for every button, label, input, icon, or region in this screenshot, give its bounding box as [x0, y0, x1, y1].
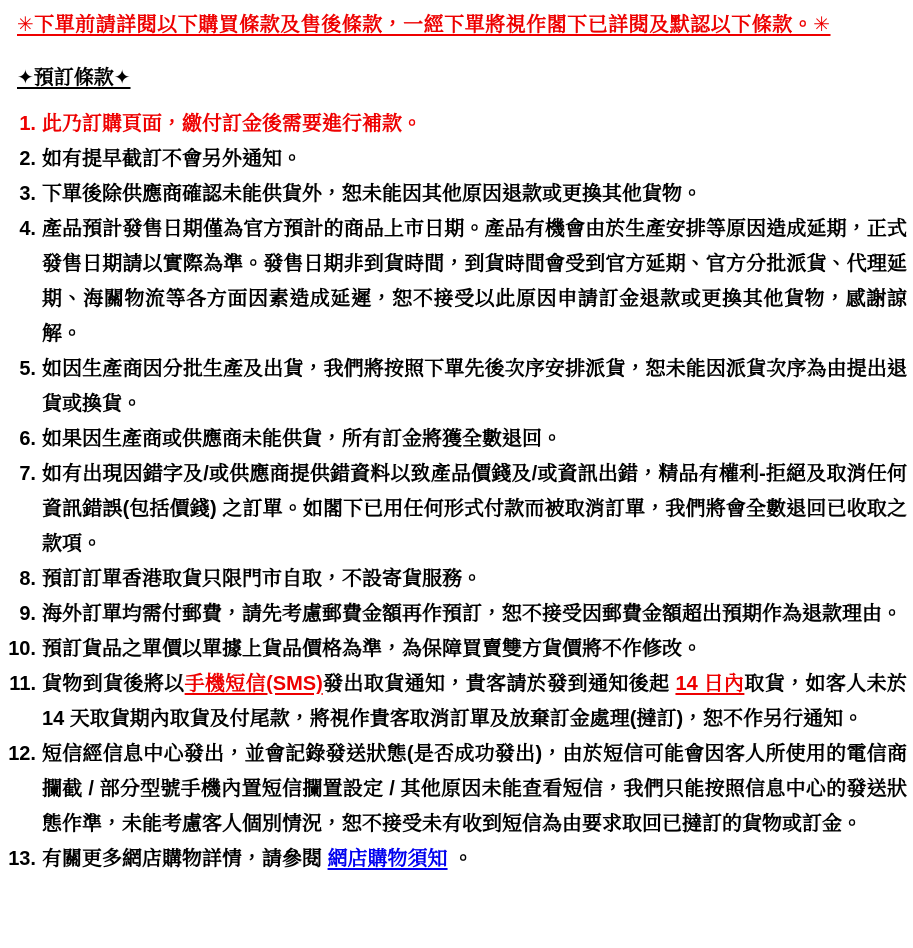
term-text-segment: 如因生產商因分批生產及出貨，我們將按照下單先後次序安排派貨，恕未能因派貨次序為由提出退貨或換貨。 [42, 358, 907, 415]
term-number: 11. [9, 673, 36, 695]
term-text [42, 737, 907, 842]
term-item [8, 142, 907, 177]
term-text-segment: 如有提早截訂不會另外通知。 [42, 148, 302, 170]
term-text-segment: 發出取貨通知，貴客請於發到通知後起 [322, 673, 676, 695]
term-text-segment: 預訂貨品之單價以單據上貨品價格為準，為保障買賣雙方貨價將不作修改。 [42, 638, 702, 660]
section-title-pre-order-terms: ✦預訂條款✦ [17, 67, 131, 89]
term-number: 12. [8, 743, 36, 765]
term-item [8, 667, 907, 737]
term-text [42, 107, 907, 142]
term-text [42, 352, 907, 422]
term-text [42, 177, 907, 212]
sms-emphasis: 手機短信(SMS) [184, 673, 323, 695]
term-text-segment: 下單後除供應商確認未能供貨外，恕未能因其他原因退款或更換其他貨物。 [42, 183, 702, 205]
store-guide-link[interactable]: 網店購物須知 [327, 848, 448, 870]
term-item [8, 352, 907, 422]
term-item [8, 842, 907, 877]
term-text-segment: 貨物到貨後將以 [42, 673, 185, 695]
term-number: 7. [19, 463, 36, 485]
term-item [8, 177, 907, 212]
term-number: 8. [19, 568, 36, 590]
term-item [8, 422, 907, 457]
term-text [42, 457, 907, 562]
term-text [42, 212, 907, 352]
term-text-segment: 海外訂單均需付郵費，請先考慮郵費金額再作預訂，恕不接受因郵費金額超出預期作為退款理由。 [42, 603, 902, 625]
term-text-segment: 短信經信息中心發出，並會記錄發送狀態(是否成功發出)，由於短信可能會因客人所使用的電信商攔截 / 部分型號手機內置短信攔置設定 / 其他原因未能查看短信，我們只能按照信息中心的發送狀態作準，未能考慮客人個別情況，恕不接受未有收到短信為由要求取回已撻訂的貨物或訂金。 [42, 743, 907, 835]
term-text [42, 597, 907, 632]
term-text [42, 667, 907, 737]
term-item [8, 212, 907, 352]
term-number: 10. [8, 638, 36, 660]
terms-list [8, 107, 907, 877]
term-text [42, 842, 907, 877]
deposit-notice-text: 此乃訂購頁面，繳付訂金後需要進行補款。 [42, 113, 422, 135]
term-number: 3. [19, 183, 36, 205]
term-number: 9. [19, 603, 36, 625]
pickup-deadline-emphasis: 14 日內 [675, 673, 745, 695]
term-number: 6. [19, 428, 36, 450]
term-text [42, 632, 907, 667]
term-number: 1. [19, 113, 36, 135]
term-item [8, 632, 907, 667]
term-text-segment: 如有出現因錯字及/或供應商提供錯資料以致產品價錢及/或資訊出錯，精品有權利-拒絕及取消任何資訊錯誤(包括價錢) 之訂單。如閣下已用任何形式付款而被取消訂單，我們將會全數退回已收取之款項。 [42, 463, 907, 555]
term-item [8, 737, 907, 842]
term-text-segment: 產品預計發售日期僅為官方預計的商品上市日期。產品有機會由於生產安排等原因造成延期，正式發售日期請以實際為準。發售日期非到貨時間，到貨時間會受到官方延期、官方分批派貨、代理延期、海關物流等各方面因素造成延遲，恕不接受以此原因申請訂金退款或更換其他貨物，感謝諒解。 [42, 218, 907, 345]
term-text-segment: 。 [447, 848, 474, 870]
term-item [8, 457, 907, 562]
term-text-segment: 有關更多網店購物詳情，請參閱 [42, 848, 328, 870]
pre-order-warning-banner: ✳下單前請詳閱以下購買條款及售後條款，一經下單將視作閣下已詳閱及默認以下條款。✳ [17, 14, 831, 36]
term-text-segment: 如果因生產商或供應商未能供貨，所有訂金將獲全數退回。 [42, 428, 562, 450]
term-number: 4. [19, 218, 36, 240]
term-text-segment: 取貨，如客人未於 14 天取貨期內取貨及付尾款，將視作貴客取消訂單及放棄訂金處理(撻訂)，恕不作另行通知。 [42, 673, 908, 730]
term-text [42, 562, 907, 597]
term-number: 5. [19, 358, 36, 380]
term-text [42, 142, 907, 177]
term-item [8, 597, 907, 632]
term-number: 13. [8, 848, 36, 870]
term-number: 2. [19, 148, 36, 170]
term-item [8, 107, 907, 142]
term-item [8, 562, 907, 597]
term-text [42, 422, 907, 457]
term-text-segment: 預訂訂單香港取貨只限門市自取，不設寄貨服務。 [42, 568, 482, 590]
